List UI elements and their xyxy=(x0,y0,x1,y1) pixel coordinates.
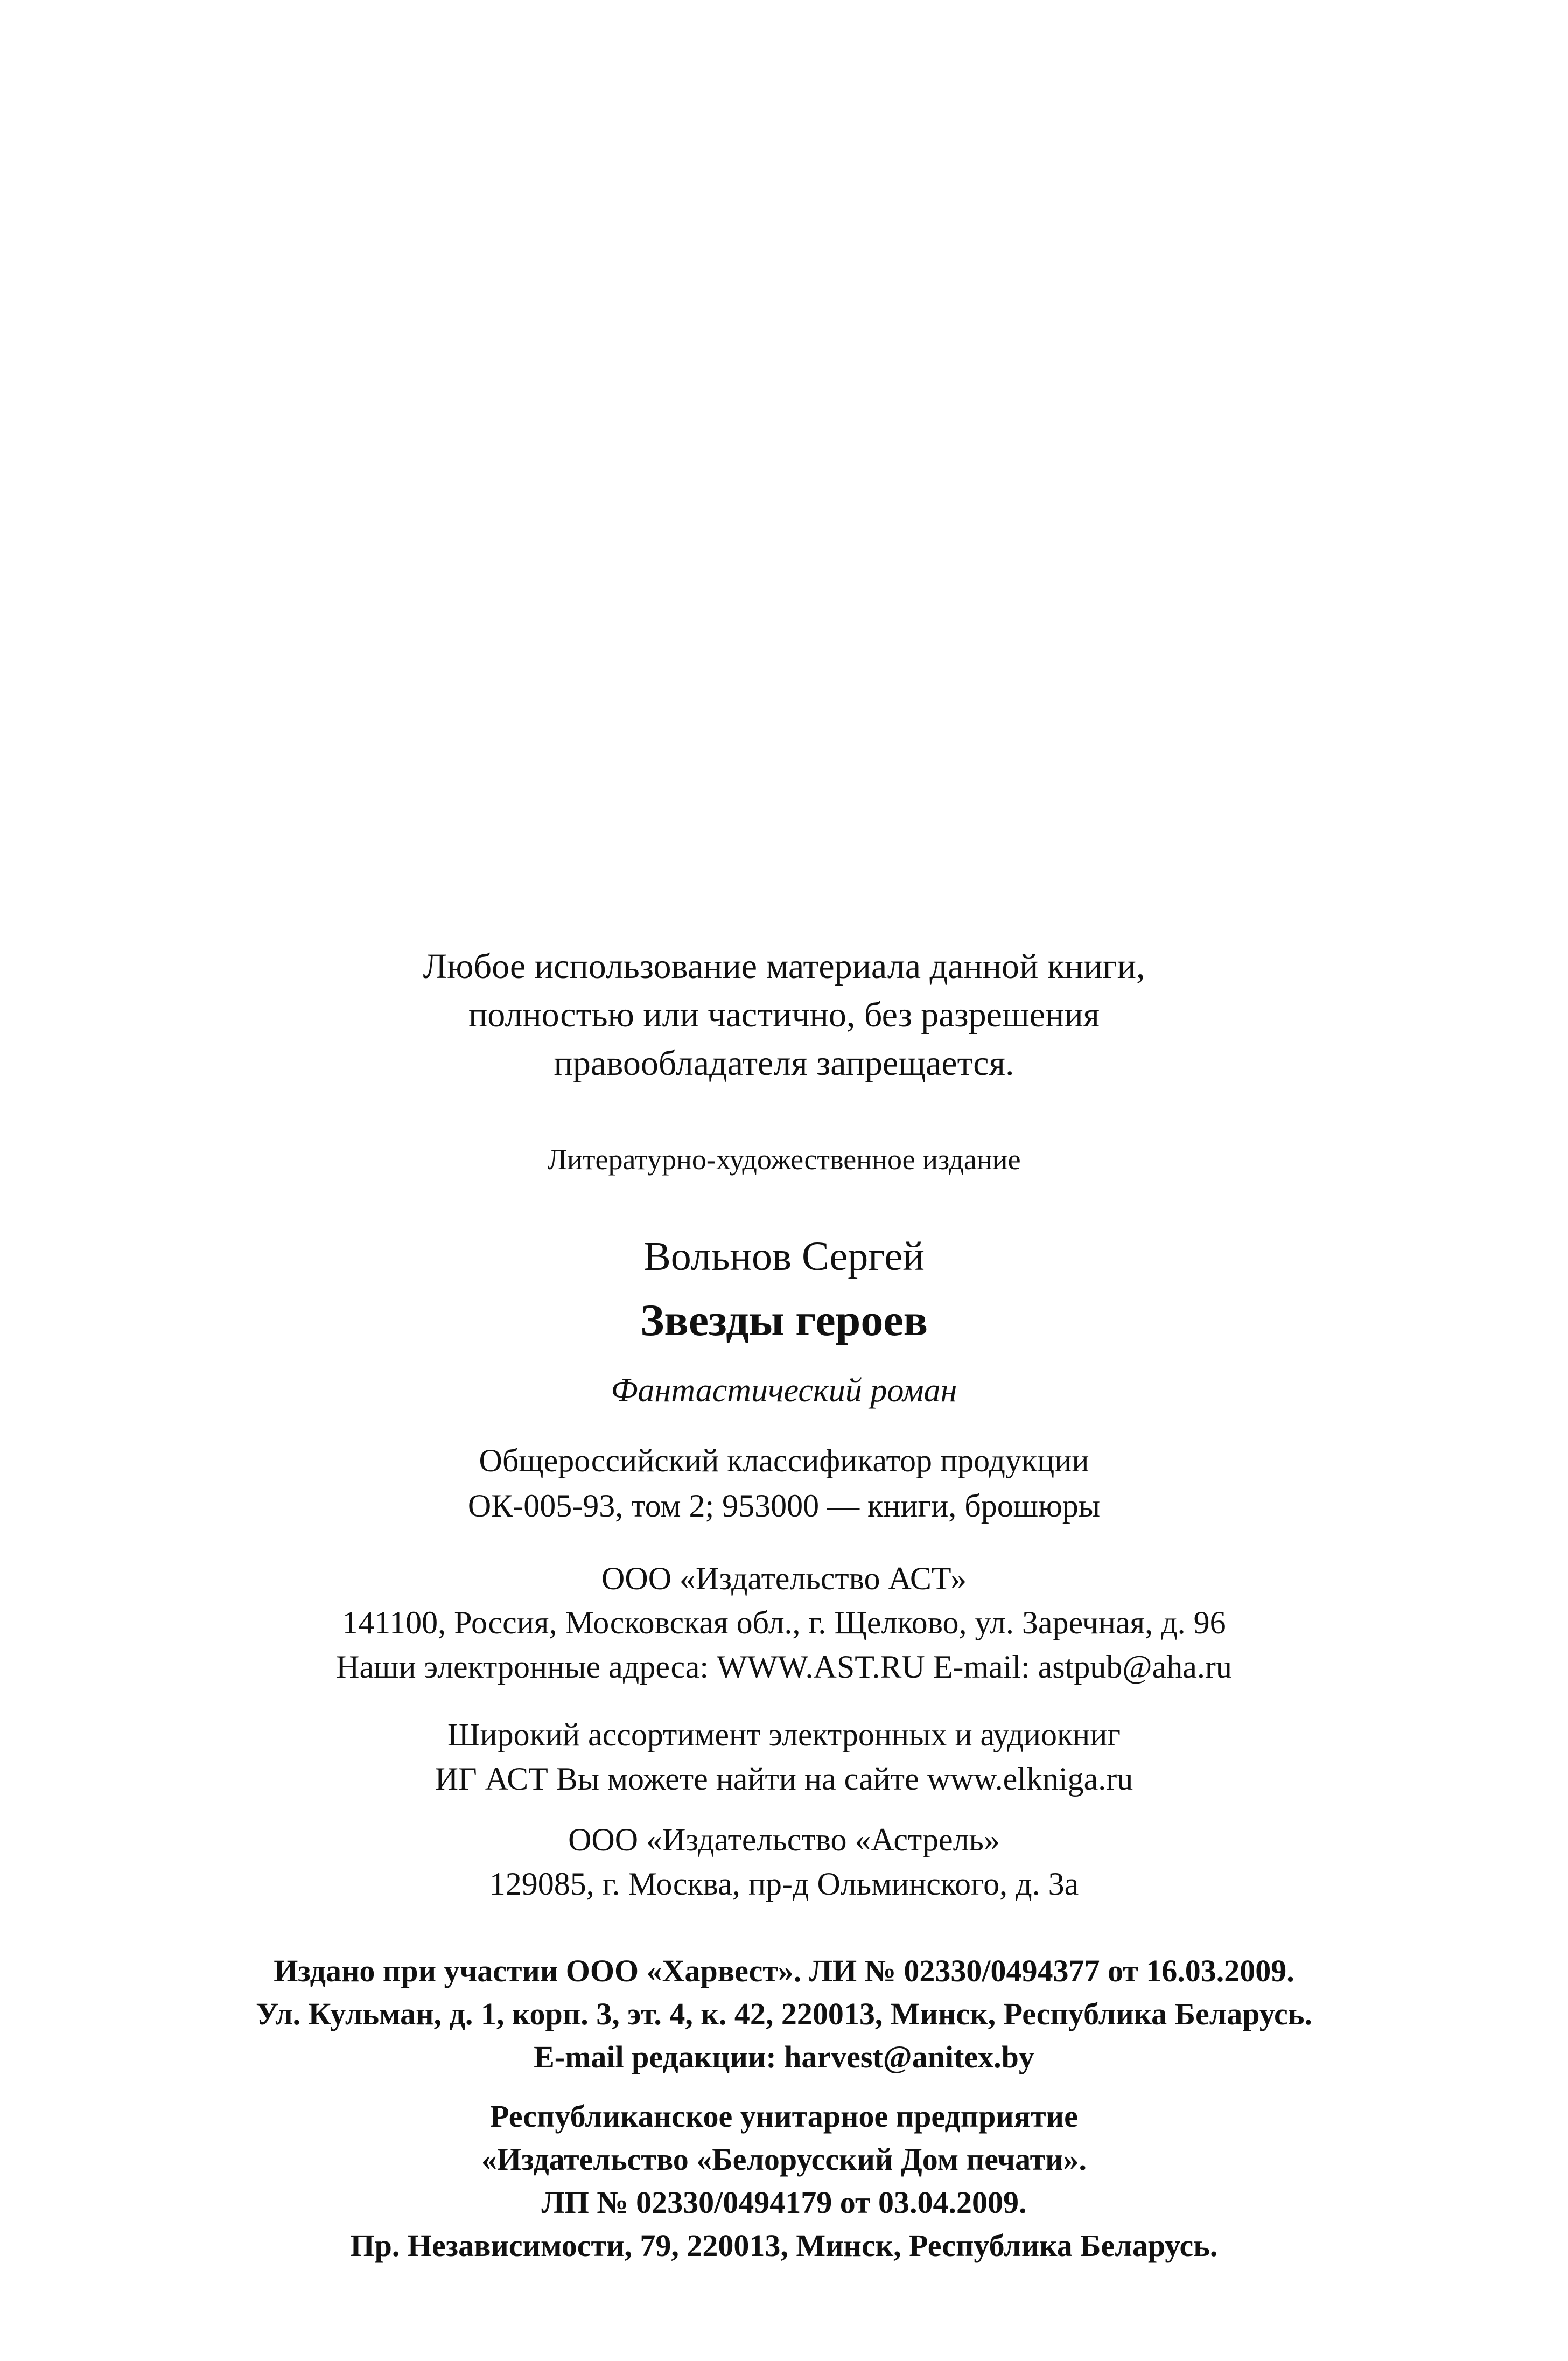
publisher-ast-info xyxy=(0,1556,1568,1689)
book-genre xyxy=(0,1368,1568,1413)
printer-line: Республиканское унитарное предприятие xyxy=(490,2099,1078,2134)
publisher-astrel-line: ООО «Издательство «Астрель» xyxy=(568,1822,1000,1857)
book-title-text: Звезды героев xyxy=(640,1295,928,1345)
book-title xyxy=(0,1291,1568,1350)
copyright-notice-line: Любое использование материала данной книги, xyxy=(423,947,1145,986)
publisher-ast-line: Наши электронные адреса: WWW.AST.RU E-mail: astpub@aha.ru xyxy=(336,1649,1232,1685)
classifier-line: Общероссийский классификатор продукции xyxy=(479,1443,1089,1478)
ebooks-line: ИГ АСТ Вы можете найти на сайте www.elkniga.ru xyxy=(435,1761,1133,1797)
publisher-astrel-line: 129085, г. Москва, пр-д Ольминского, д. 3а xyxy=(489,1866,1079,1902)
ebooks-info xyxy=(0,1713,1568,1801)
edition-type xyxy=(0,1141,1568,1178)
copyright-notice-line: полностью или частично, без разрешения xyxy=(468,995,1100,1035)
publisher-ast-line: ООО «Издательство АСТ» xyxy=(601,1561,967,1596)
printer-line: «Издательство «Белорусский Дом печати». xyxy=(481,2142,1087,2177)
printer-line: ЛП № 02330/0494179 от 03.04.2009. xyxy=(541,2185,1027,2220)
harvest-info xyxy=(0,1950,1568,2079)
publisher-ast-line: 141100, Россия, Московская обл., г. Щелково, ул. Заречная, д. 96 xyxy=(342,1605,1226,1640)
product-classifier xyxy=(0,1438,1568,1528)
author-name xyxy=(0,1230,1568,1283)
copyright-notice-line: правообладателя запрещается. xyxy=(554,1044,1014,1083)
copyright-notice xyxy=(0,942,1568,1088)
book-genre-text: Фантастический роман xyxy=(611,1372,957,1409)
printer-line: Пр. Независимости, 79, 220013, Минск, Республика Беларусь. xyxy=(350,2228,1218,2263)
harvest-line: E-mail редакции: harvest@anitex.by xyxy=(534,2039,1034,2074)
author-name-text: Вольнов Сергей xyxy=(643,1234,925,1279)
publisher-astrel-info xyxy=(0,1818,1568,1906)
ebooks-line: Широкий ассортимент электронных и аудиокниг xyxy=(447,1717,1121,1752)
harvest-line: Ул. Кульман, д. 1, корп. 3, эт. 4, к. 42, 220013, Минск, Республика Беларусь. xyxy=(256,1996,1312,2031)
harvest-line: Издано при участии ООО «Харвест». ЛИ № 02330/0494377 от 16.03.2009. xyxy=(274,1953,1294,1988)
edition-type-text: Литературно-художественное издание xyxy=(547,1143,1021,1176)
printer-info xyxy=(0,2095,1568,2267)
classifier-line: ОК-005-93, том 2; 953000 — книги, брошюры xyxy=(467,1488,1101,1524)
